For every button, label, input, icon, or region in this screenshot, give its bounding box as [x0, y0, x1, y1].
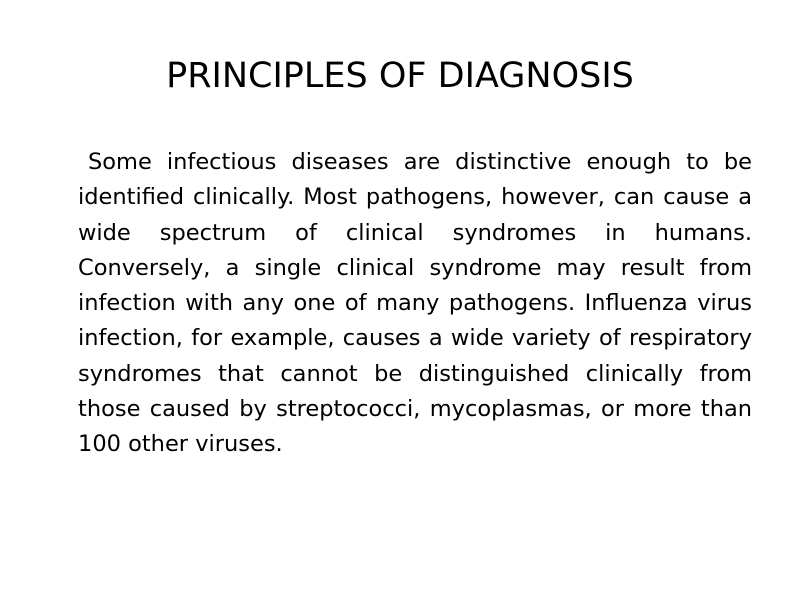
slide-body-text: Some infectious diseases are distinctive enough to be identified clinically. Most pathogens, however, can cause a wide spectrum of clinical syndromes in humans. Conversely, a single clinical syndrome may result from infection with any one of many pathogens. Influenza virus infection, for example, causes a wide variety of respiratory syndromes that cannot be distinguished clinically from those caused by streptococci, mycoplasmas, or more than 100 other viruses.: [78, 149, 752, 458]
slide-title: PRINCIPLES OF DIAGNOSIS: [166, 56, 634, 96]
